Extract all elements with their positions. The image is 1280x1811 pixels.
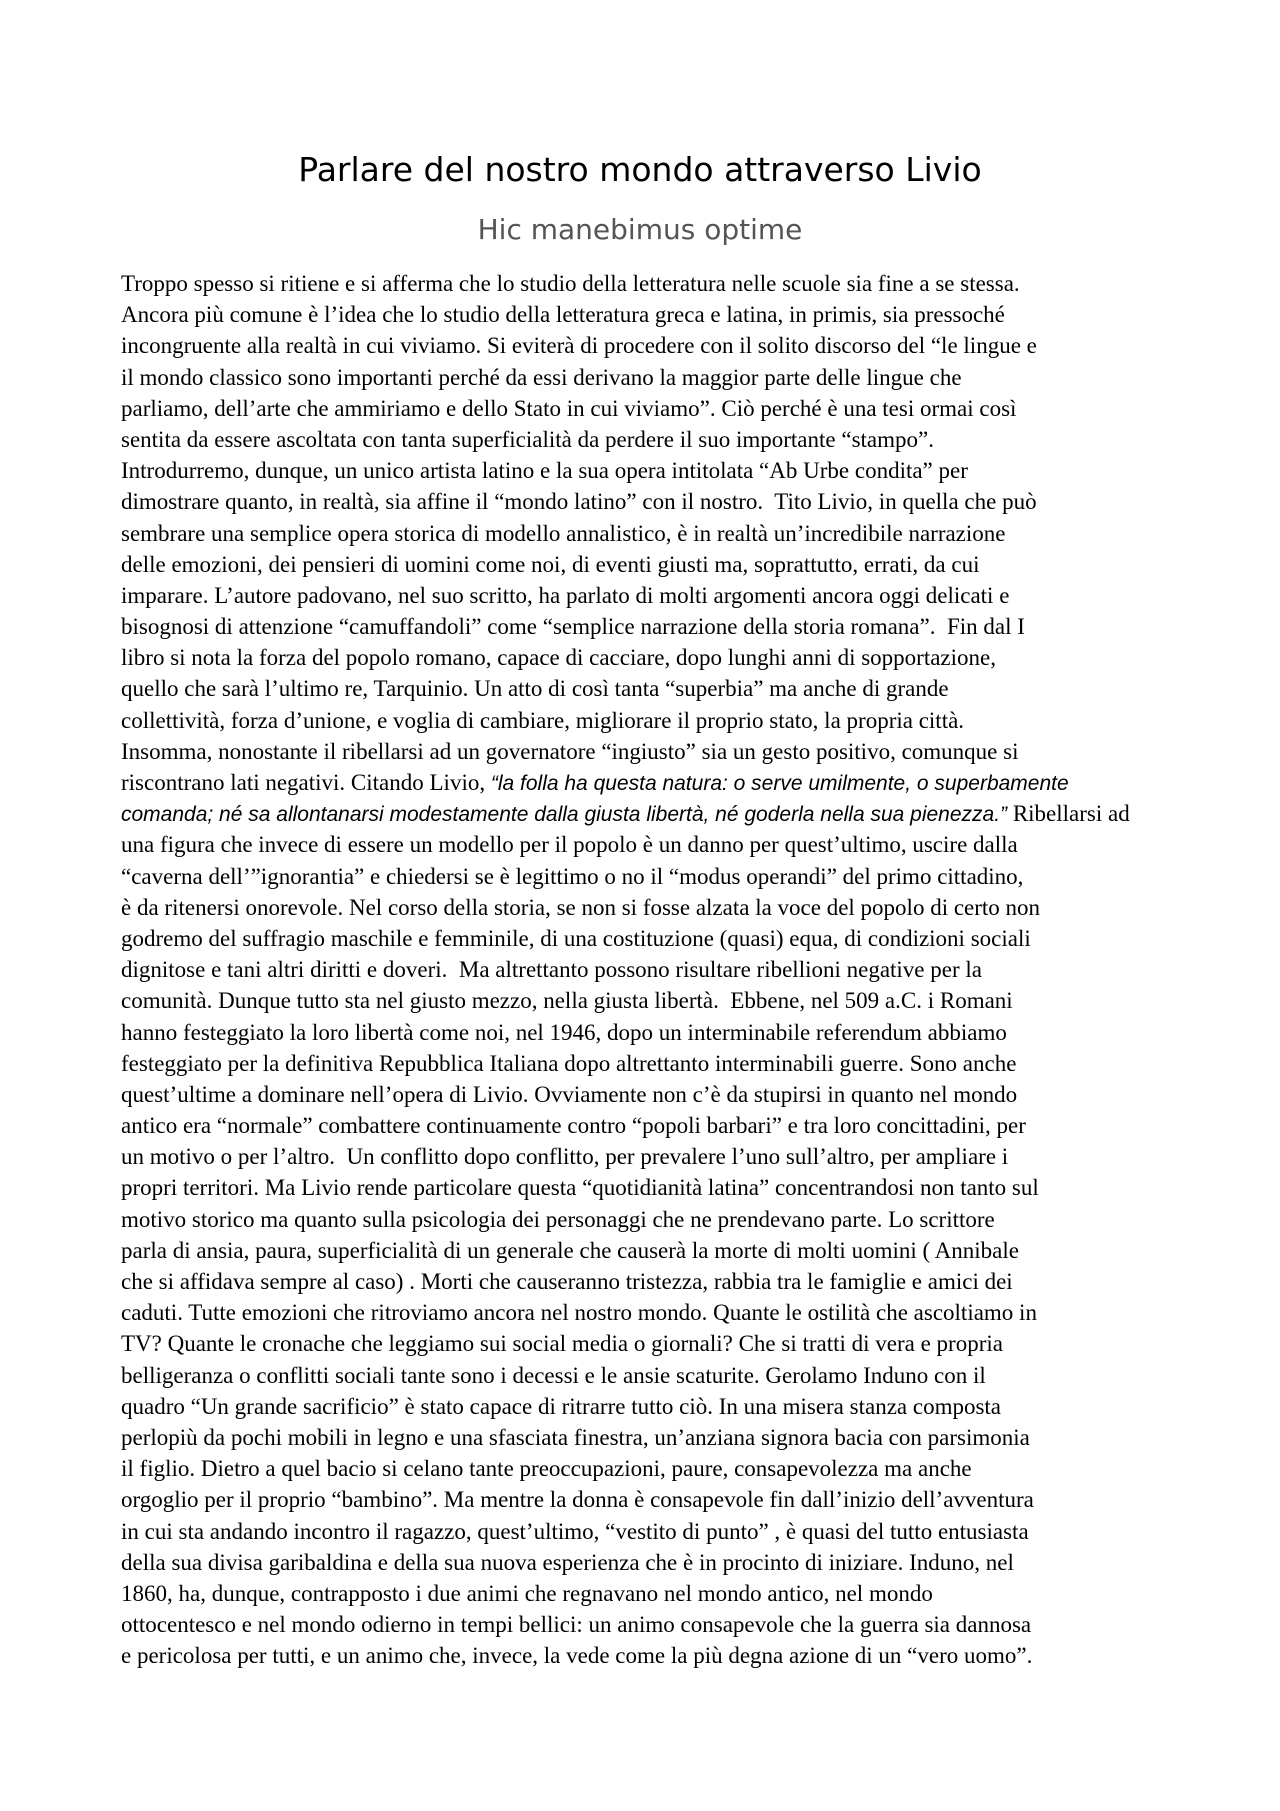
line-text: che si affidava sempre al caso) . Morti che causeranno tristezza, rabbia tra le famiglie e amici dei	[121, 1269, 1013, 1294]
line-text: sentita da essere ascoltata con tanta superficialità da perdere il suo importante “stampo”.	[121, 426, 934, 452]
line-text: comunità. Dunque tutto sta nel giusto mezzo, nella giusta libertà. Ebbene, nel 509 a.C. i Romani	[121, 988, 1013, 1014]
body-line	[121, 1235, 1181, 1266]
body-text	[121, 268, 1181, 1671]
line-text: orgoglio per il proprio “bambino”. Ma mentre la donna è consapevole fin dall’inizio dell’avventura	[121, 1487, 1034, 1513]
line-text: il figlio. Dietro a quel bacio si celano tante preoccupazioni, paure, consapevolezza ma anche	[121, 1456, 972, 1482]
document-subtitle: Hic manebimus optime	[477, 213, 803, 246]
body-line	[121, 829, 1181, 860]
body-line	[121, 1328, 1181, 1359]
body-line	[121, 892, 1181, 923]
line-text: in cui sta andando incontro il ragazzo, quest’ultimo, “vestito di punto” , è quasi del tutto entusiasta	[121, 1518, 1029, 1544]
body-line	[121, 1578, 1181, 1609]
line-text: Troppo spesso si ritiene e si afferma che lo studio della letteratura nelle scuole sia fine a se stessa.	[121, 271, 1020, 296]
body-line	[121, 1172, 1181, 1203]
line-text: sembrare una semplice opera storica di modello annalistico, è in realtà un’incredibile narrazione	[121, 520, 1006, 546]
body-line	[121, 580, 1181, 611]
body-line	[121, 268, 1181, 299]
body-line	[121, 767, 1181, 798]
body-line	[121, 861, 1181, 892]
body-line	[121, 549, 1181, 580]
body-line	[121, 362, 1181, 393]
line-text: 1860, ha, dunque, contrapposto i due animi che regnavano nel mondo antico, nel mondo	[121, 1580, 933, 1606]
body-line	[121, 1110, 1181, 1141]
line-text: belligeranza o conflitti sociali tante sono i decessi e le ansie scaturite. Gerolamo Induno con il	[121, 1362, 986, 1388]
line-text: un motivo o per l’altro. Un conflitto dopo conflitto, per prevalere l’uno sull’altro, per ampliare i	[121, 1144, 1009, 1170]
line-text: bisognosi di attenzione “camuffandoli” come “semplice narrazione della storia romana”. Fin dal I	[121, 614, 1025, 640]
line-text: hanno festeggiato la loro libertà come noi, nel 1946, dopo un interminabile referendum abbiamo	[121, 1019, 1007, 1045]
body-line	[121, 1484, 1181, 1515]
body-line	[121, 393, 1181, 424]
line-text: e pericolosa per tutti, e un animo che, invece, la vede come la più degna azione di un “vero uomo”.	[121, 1643, 1033, 1669]
body-line	[121, 642, 1181, 673]
line-text: della sua divisa garibaldina e della sua nuova esperienza che è in procinto di iniziare. Induno, nel	[121, 1549, 1014, 1575]
line-text: è da ritenersi onorevole. Nel corso della storia, se non si fosse alzata la voce del popolo di certo non	[121, 894, 1041, 920]
body-line	[121, 1017, 1181, 1048]
body-line	[121, 299, 1181, 330]
line-text: collettività, forza d’unione, e voglia di cambiare, migliorare il proprio stato, la propria città.	[121, 707, 965, 733]
body-line	[121, 705, 1181, 736]
line-text: “caverna dell’”ignorantia” e chiedersi se è legittimo o no il “modus operandi” del primo cittadino,	[121, 863, 1024, 889]
line-text: quest’ultime a dominare nell’opera di Livio. Ovviamente non c’è da stupirsi in quanto nel mondo	[121, 1081, 1018, 1107]
line-text: riscontrano lati negativi. Citando Livio,	[121, 770, 491, 795]
line-text: Insomma, nonostante il ribellarsi ad un governatore “ingiusto” sia un gesto positivo, comunque si	[121, 738, 1019, 764]
body-line	[121, 954, 1181, 985]
line-text: libro si nota la forza del popolo romano, capace di cacciare, dopo lunghi anni di sopportazione,	[121, 645, 996, 671]
body-line	[121, 1079, 1181, 1110]
body-line	[121, 455, 1181, 486]
livy-quote: “la folla ha questa natura: o serve umilmente, o superbamente	[490, 772, 1069, 795]
body-line	[121, 1141, 1181, 1172]
body-line	[121, 923, 1181, 954]
line-text: propri territori. Ma Livio rende particolare questa “quotidianità latina” concentrandosi non tanto sul	[121, 1175, 1039, 1201]
body-line	[121, 1640, 1181, 1671]
line-text: Ribellarsi ad	[1007, 801, 1130, 827]
body-line	[121, 330, 1181, 361]
line-text: godremo del suffragio maschile e femminile, di una costituzione (quasi) equa, di condizioni sociali	[121, 925, 1031, 951]
body-line	[121, 518, 1181, 549]
body-line	[121, 1360, 1181, 1391]
body-line	[121, 611, 1181, 642]
body-line	[121, 985, 1181, 1016]
line-text: motivo storico ma quanto sulla psicologia dei personaggi che ne prendevano parte. Lo scrittore	[121, 1206, 995, 1232]
line-text: dimostrare quanto, in realtà, sia affine il “mondo latino” con il nostro. Tito Livio, in quella che può	[121, 489, 1037, 515]
line-text: quadro “Un grande sacrificio” è stato capace di ritrarre tutto ciò. In una misera stanza composta	[121, 1393, 1002, 1419]
body-line	[121, 1453, 1181, 1484]
body-line	[121, 1266, 1181, 1297]
line-text: quello che sarà l’ultimo re, Tarquinio. Un atto di così tanta “superbia” ma anche di grande	[121, 676, 949, 702]
line-text: incongruente alla realtà in cui viviamo. Si eviterà di procedere con il solito discorso del “le lingue e	[121, 333, 1037, 359]
livy-quote: comanda; né sa allontanarsi modestamente dalla giusta libertà, né goderla nella sua pienezza.”	[121, 803, 1008, 827]
line-text: ottocentesco e nel mondo odierno in tempi bellici: un animo consapevole che la guerra sia dannosa	[121, 1612, 1032, 1638]
line-text: dignitose e tani altri diritti e doveri. Ma altrettanto possono risultare ribellioni negative per la	[121, 957, 982, 983]
body-line	[121, 673, 1181, 704]
line-text: parla di ansia, paura, superficialità di un generale che causerà la morte di molti uomini ( Annibale	[121, 1237, 1019, 1263]
line-text: perlopiù da pochi mobili in legno e una sfasciata finestra, un’anziana signora bacia con parsimonia	[121, 1424, 1030, 1450]
body-line	[121, 1609, 1181, 1640]
line-text: Introdurremo, dunque, un unico artista latino e la sua opera intitolata “Ab Urbe condita” per	[121, 458, 968, 484]
body-line	[121, 424, 1181, 455]
body-line	[121, 1204, 1181, 1235]
body-line	[121, 798, 1181, 829]
line-text: imparare. L’autore padovano, nel suo scritto, ha parlato di molti argomenti ancora oggi delicati e	[121, 582, 1010, 608]
body-line	[121, 736, 1181, 767]
line-text: parliamo, dell’arte che ammiriamo e dello Stato in cui viviamo”. Ciò perché è una tesi ormai così	[121, 395, 1017, 421]
line-text: Ancora più comune è l’idea che lo studio della letteratura greca e latina, in primis, sia pressoché	[121, 302, 1005, 328]
body-line	[121, 1048, 1181, 1079]
line-text: una figura che invece di essere un modello per il popolo è un danno per quest’ultimo, uscire dalla	[121, 832, 1018, 858]
line-text: caduti. Tutte emozioni che ritroviamo ancora nel nostro mondo. Quante le ostilità che ascoltiamo in	[121, 1300, 1037, 1326]
line-text: TV? Quante le cronache che leggiamo sui social media o giornali? Che si tratti di vera e propria	[121, 1331, 1003, 1357]
line-text: antico era “normale” combattere continuamente contro “popoli barbari” e tra loro concittadini, per	[121, 1113, 1026, 1139]
line-text: festeggiato per la definitiva Repubblica Italiana dopo altrettanto interminabili guerre. Sono anche	[121, 1050, 1017, 1076]
document-title: Parlare del nostro mondo attraverso Livio	[298, 150, 982, 189]
body-line	[121, 1391, 1181, 1422]
line-text: delle emozioni, dei pensieri di uomini come noi, di eventi giusti ma, soprattutto, errati, da cui	[121, 551, 980, 577]
body-line	[121, 1516, 1181, 1547]
body-line	[121, 1297, 1181, 1328]
body-line	[121, 1547, 1181, 1578]
line-text: il mondo classico sono importanti perché da essi derivano la maggior parte delle lingue che	[121, 364, 962, 390]
body-line	[121, 1422, 1181, 1453]
body-line	[121, 486, 1181, 517]
